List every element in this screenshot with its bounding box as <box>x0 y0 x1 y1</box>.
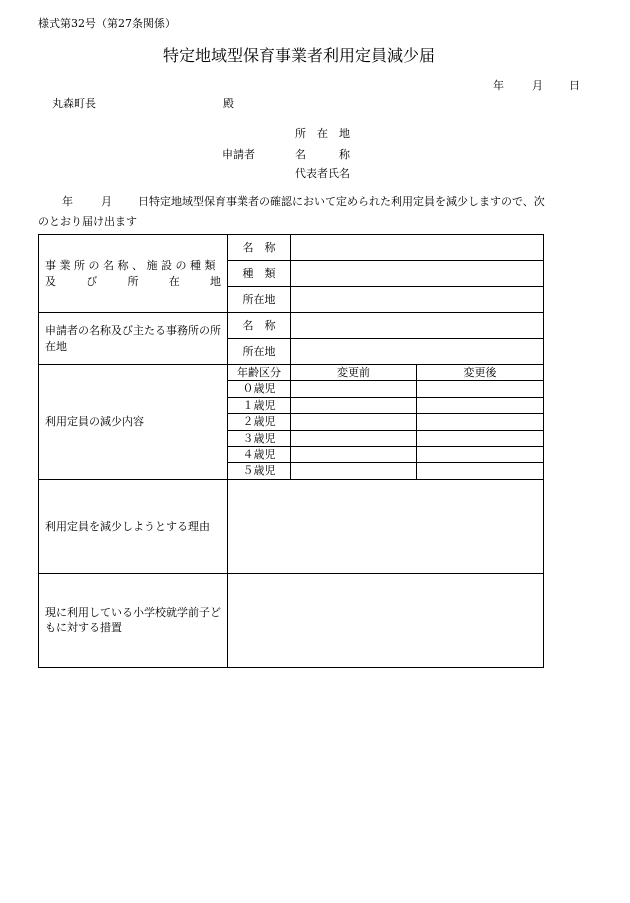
body-text-line1: 日特定地域型保育事業者の確認において定められた利用定員を減少しますので、次 <box>138 195 545 208</box>
after-value-field[interactable] <box>417 446 544 462</box>
age-label: ２歳児 <box>228 414 291 430</box>
applicant-address-field[interactable] <box>291 339 544 365</box>
before-value-field[interactable] <box>291 381 417 397</box>
before-value-field[interactable] <box>291 463 417 479</box>
facility-label-char: 在 <box>168 274 180 288</box>
facility-type-field[interactable] <box>291 261 544 287</box>
after-value-field[interactable] <box>417 381 544 397</box>
form-number: 様式第32号（第27条関係） <box>38 17 176 30</box>
before-header: 変更前 <box>291 365 417 381</box>
facility-type-label: 種 類 <box>228 261 291 287</box>
facility-label-char: 地 <box>210 274 221 288</box>
applicant-info-label: 申請者の名称及び主たる事務所の所在地 <box>39 313 228 365</box>
applicant-address-label: 所 在 地 <box>295 127 350 140</box>
measures-label: 現に利用している小学校就学前子どもに対する措置 <box>39 573 228 667</box>
applicant-name-field[interactable] <box>291 313 544 339</box>
date-month-label: 月 <box>532 79 543 92</box>
after-value-field[interactable] <box>417 430 544 446</box>
before-value-field[interactable] <box>291 397 417 413</box>
reduction-label: 利用定員の減少内容 <box>39 365 228 480</box>
addressee-name: 丸森町長 <box>52 97 96 110</box>
reason-label: 利用定員を減少しようとする理由 <box>39 479 228 573</box>
age-label: ３歳児 <box>228 430 291 446</box>
body-month: 月 <box>101 195 112 208</box>
date-day-label: 日 <box>569 79 580 92</box>
before-value-field[interactable] <box>291 414 417 430</box>
after-value-field[interactable] <box>417 463 544 479</box>
applicant-name-label: 名 称 <box>295 148 350 161</box>
applicant-address-row-label: 所在地 <box>228 339 291 365</box>
before-value-field[interactable] <box>291 430 417 446</box>
facility-address-field[interactable] <box>291 287 544 313</box>
body-text-line2: のとおり届け出ます <box>38 215 137 228</box>
page-title: 特定地域型保育事業者利用定員減少届 <box>163 46 436 65</box>
reason-field[interactable] <box>228 479 544 573</box>
facility-label-char: 及 <box>45 274 56 288</box>
age-header: 年齢区分 <box>228 365 291 381</box>
notification-form-table <box>38 234 544 668</box>
age-label: １歳児 <box>228 397 291 413</box>
date-year-label: 年 <box>493 79 504 92</box>
facility-label-char: び <box>86 274 98 288</box>
facility-label-line1: 事 業 所 の 名 称 、 施 設 の 種 類 <box>45 259 216 273</box>
facility-label-cell <box>39 235 228 313</box>
applicant-role: 申請者 <box>222 148 255 161</box>
applicant-name-row-label: 名 称 <box>228 313 291 339</box>
facility-address-label: 所在地 <box>228 287 291 313</box>
age-label: ５歳児 <box>228 463 291 479</box>
after-value-field[interactable] <box>417 414 544 430</box>
age-label: ０歳児 <box>228 381 291 397</box>
before-value-field[interactable] <box>291 446 417 462</box>
after-value-field[interactable] <box>417 397 544 413</box>
addressee-honorific: 殿 <box>223 97 234 110</box>
body-year: 年 <box>62 195 73 208</box>
age-label: ４歳児 <box>228 446 291 462</box>
after-header: 変更後 <box>417 365 544 381</box>
facility-label-char: 所 <box>127 274 139 288</box>
facility-label-line2 <box>45 274 221 289</box>
facility-name-field[interactable] <box>291 235 544 261</box>
measures-field[interactable] <box>228 573 544 667</box>
facility-name-label: 名 称 <box>228 235 291 261</box>
applicant-representative-label: 代表者氏名 <box>295 167 350 180</box>
